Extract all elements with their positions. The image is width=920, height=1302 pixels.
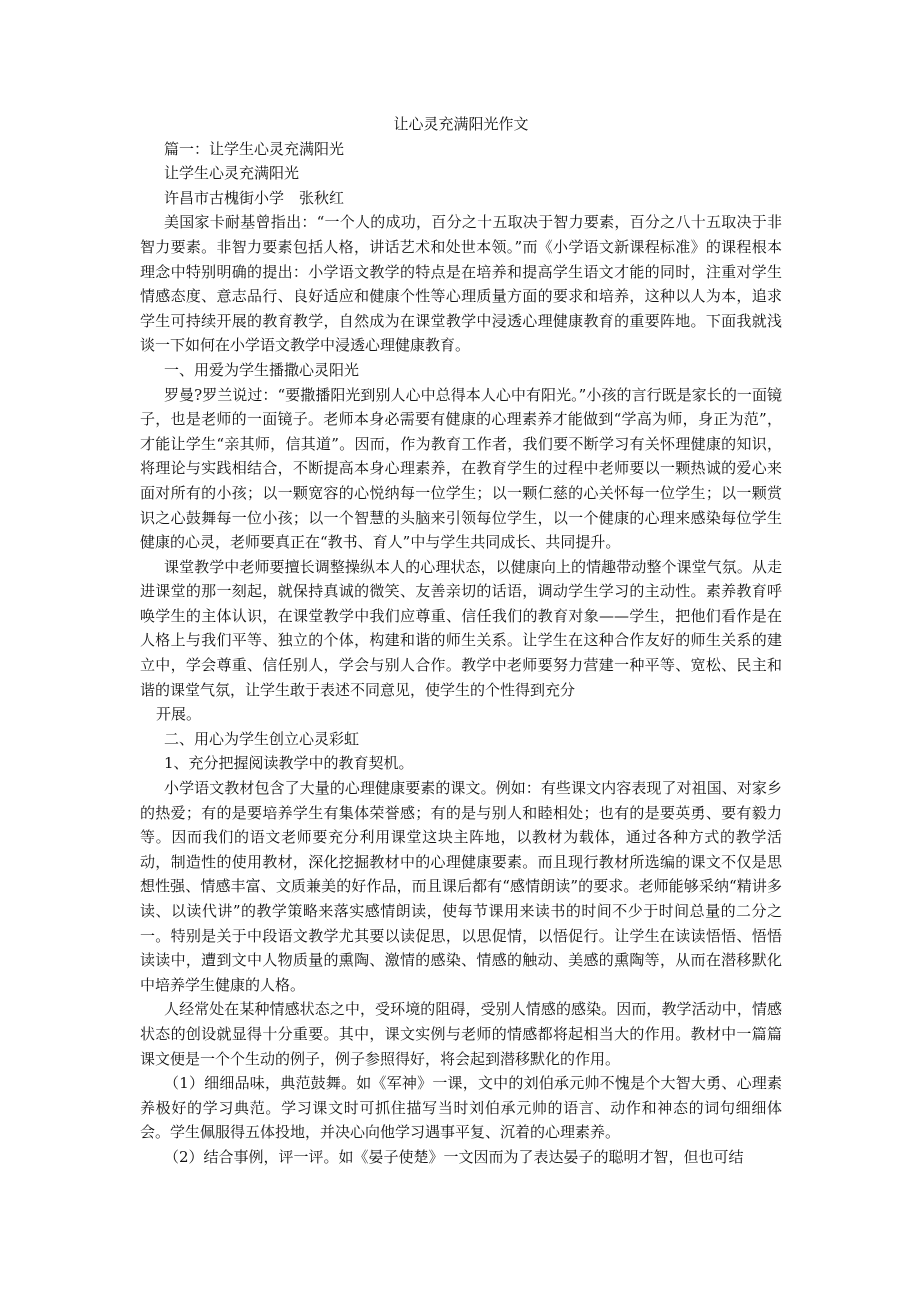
- paragraph-example-1: （1）细细品味，典范鼓舞。如《军神》一课，文中的刘伯承元帅不愧是个大智大勇、心理素养极好的学习典范。学习课文时可抓住描写当时刘伯承元帅的语言、动作和神态的词句细细体会。学生佩服得五体投地，并决心向他学习遇事平复、沉着的心理素养。: [140, 1074, 782, 1142]
- paragraph-emotion: 人经常处在某种情感状态之中，受环境的阻碍，受别人情感的感染。因而，教学活动中，情感状态的创设就显得十分重要。其中，课文实例与老师的情感都将起相当大的作用。教材中一篇篇课文便是一个个生动的例子，例子参照得好，将会起到潜移默化的作用。: [140, 1000, 782, 1068]
- paragraph-romain-rolland: 罗曼?罗兰说过：“要撒播阳光到别人心中总得本人心中有阳光。”小孩的言行既是家长的一面镜子，也是老师的一面镜子。老师本身必需要有健康的心理素养才能做到“学高为师，身正为范”，才能让学生“亲其师，信其道”。因而，作为教育工作者，我们要不断学习有关怀理健康的知识，将理论与实践相结合，不断提高本身心理素养，在教育学生的过程中老师要以一颗热诚的爱心来面对所有的小孩；以一颗宽容的心悦纳每一位学生；以一颗仁慈的心关怀每一位学生；以一颗赏识之心鼓舞每一位小孩；以一个智慧的头脑来引领每位学生，以一个健康的心理来感染每位学生健康的心灵，老师要真正在“教书、育人”中与学生共同成长、共同提升。: [140, 385, 782, 552]
- heading-part-one: 一、用爱为学生播撒心灵阳光: [164, 360, 360, 379]
- document-page: [140, 112, 782, 1170]
- paragraph-intro: 美国家卡耐基曾指出：“一个人的成功，百分之十五取决于智力要素，百分之八十五取决于非智力要素。非智力要素包括人格，讲话艺术和处世本领。”而《小学语文新课程标准》的课程根本理念中特别明确的提出：小学语文教学的特点是在培养和提高学生语文才能的同时，注重对学生情感态度、意志品行、良好适应和健康个性等心理质量方面的要求和培养，这种以人为本，追求学生可持续开展的教育教学，自然成为在课堂教学中浸透心理健康教育的重要阵地。下面我就浅谈一下如何在小学语文教学中浸透心理健康教育。: [140, 213, 782, 355]
- subheading-reading: 1、充分把握阅读教学中的教育契机。: [164, 754, 414, 773]
- document-title: 让心灵充满阳光作文: [393, 115, 529, 133]
- paragraph-example-2: （2）结合事例，评一评。如《晏子使楚》一文因而为了表达晏子的聪明才智，但也可结: [164, 1147, 744, 1166]
- paragraph-textbook: 小学语文教材包含了大量的心理健康要素的课文。例如：有些课文内容表现了对祖国、对家乡的热爱；有的是要培养学生有集体荣誉感；有的是与别人和睦相处；也有的是要英勇、要有毅力等。因而我们的语文老师要充分利用课堂这块主阵地，以教材为载体，通过各种方式的教学活动，制造性的使用教材，深化挖掘教材中的心理健康要素。而且现行教材所选编的课文不仅是思想性强、情感丰富、文质兼美的好作品，而且课后都有“感情朗读”的要求。老师能够采纳“精讲多读、以读代讲”的教学策略来落实感情朗读，使每节课用来读书的时间不少于时间总量的二分之一。特别是关于中段语文教学尤其要以读促思，以思促情，以悟促行。让学生在读读悟悟、悟悟读读中，遭到文中人物质量的熏陶、激情的感染、情感的触动、美感的熏陶等，从而在潜移默化中培养学生健康的人格。: [140, 779, 782, 994]
- section-heading: 篇一：让学生心灵充满阳光: [164, 139, 345, 158]
- article-subtitle: 让学生心灵充满阳光: [164, 164, 300, 183]
- paragraph-classroom: 课堂教学中老师要擅长调整操纵本人的心理状态，以健康向上的情趣带动整个课堂气氛。从走进课堂的那一刻起，就保持真诚的微笑、友善亲切的话语，调动学生学习的主动性。素养教育呼唤学生的主体认识，在课堂教学中我们应尊重、信任我们的教育对象——学生，把他们看作是在人格上与我们平等、独立的个体，构建和谐的师生关系。让学生在这种合作友好的师生关系的建立中，学会尊重、信任别人，学会与别人合作。教学中老师要努力营建一种平等、宽松、民主和谐的课堂气氛，让学生敢于表述不同意见，使学生的个性得到充分: [140, 557, 782, 699]
- author-line: 许昌市古槐街小学 张秋红: [164, 188, 345, 207]
- paragraph-classroom-tail: 开展。: [156, 705, 202, 724]
- heading-part-two: 二、用心为学生创立心灵彩虹: [164, 729, 360, 748]
